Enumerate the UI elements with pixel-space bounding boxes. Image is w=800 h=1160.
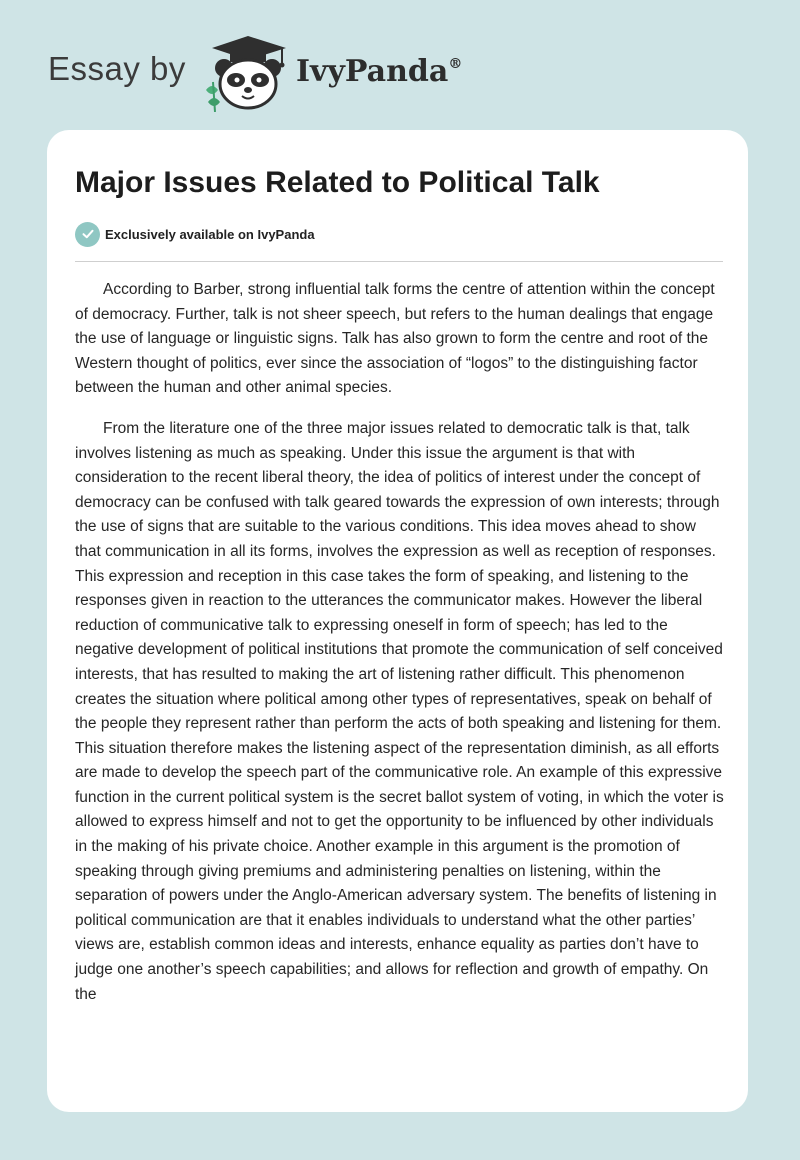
site-header xyxy=(0,0,800,125)
essay-body xyxy=(75,278,725,1023)
title-divider xyxy=(75,261,723,262)
brand-name[interactable] xyxy=(296,54,462,89)
registered-mark: ® xyxy=(448,56,463,72)
essay-title: Major Issues Related to Political Talk xyxy=(75,166,600,199)
essay-card xyxy=(47,130,748,1112)
exclusive-badge-label: Exclusively available on IvyPanda xyxy=(105,226,315,242)
check-icon xyxy=(75,222,100,247)
paragraph: According to Barber, strong influential talk forms the centre of attention within the concept of democracy. Further, talk is not sheer speech, but refers to the human dealings that engage the use of language or linguistic signs. Talk has also grown to form the centre and root of the Western thought of politics, ever since the association of “logos” to the distinguishing factor between the human and other animal species. xyxy=(75,281,715,397)
exclusive-badge xyxy=(75,221,315,247)
panda-logo-icon[interactable] xyxy=(200,34,292,112)
brand-text: IvyPanda xyxy=(296,54,449,89)
essay-by-label: Essay by xyxy=(48,50,186,87)
paragraph: From the literature one of the three major issues related to democratic talk is that, talk involves listening as much as speaking. Under this issue the argument is that with consideration to the recent liberal theory, the idea of politics of interest under the concept of democracy can be confused with talk geared towards the expression of own interests; through the use of signs that are suitable to the various conditions. This idea moves ahead to show that communication in all its forms, involves the expression as well as reception of responses. This expression and reception in this case takes the form of speaking, and listening to the responses given in reaction to the utterances the communicator makes. However the liberal reduction of communicative talk to expressing oneself in form of speech; has led to the negative development of political institutions that promote the communication of self conceived interests, that has resulted to making the art of listening rather difficult. This phenomenon creates the situation where political among other types of representatives, speak on behalf of the people they represent rather than perform the acts of both speaking and listening for them. This situation therefore makes the listening aspect of the representation diminish, as all efforts are made to develop the speech part of the communicative role. An example of this expressive function in the current political system is the secret ballot system of voting, in which the voter is allowed to express himself and not to get the opportunity to be influenced by other individuals in the making of his private choice. Another example in this argument is the promotion of speaking through giving premiums and administering penalties on listening, within the separation of powers under the Anglo-American adversary system. The benefits of listening in political communication are that it enables individuals to understand what the other parties’ views are, establish common ideas and interests, enhance equality as parties don’t have to judge one another’s speech capabilities; and allows for reflection and growth of empathy. On the xyxy=(75,419,724,1003)
